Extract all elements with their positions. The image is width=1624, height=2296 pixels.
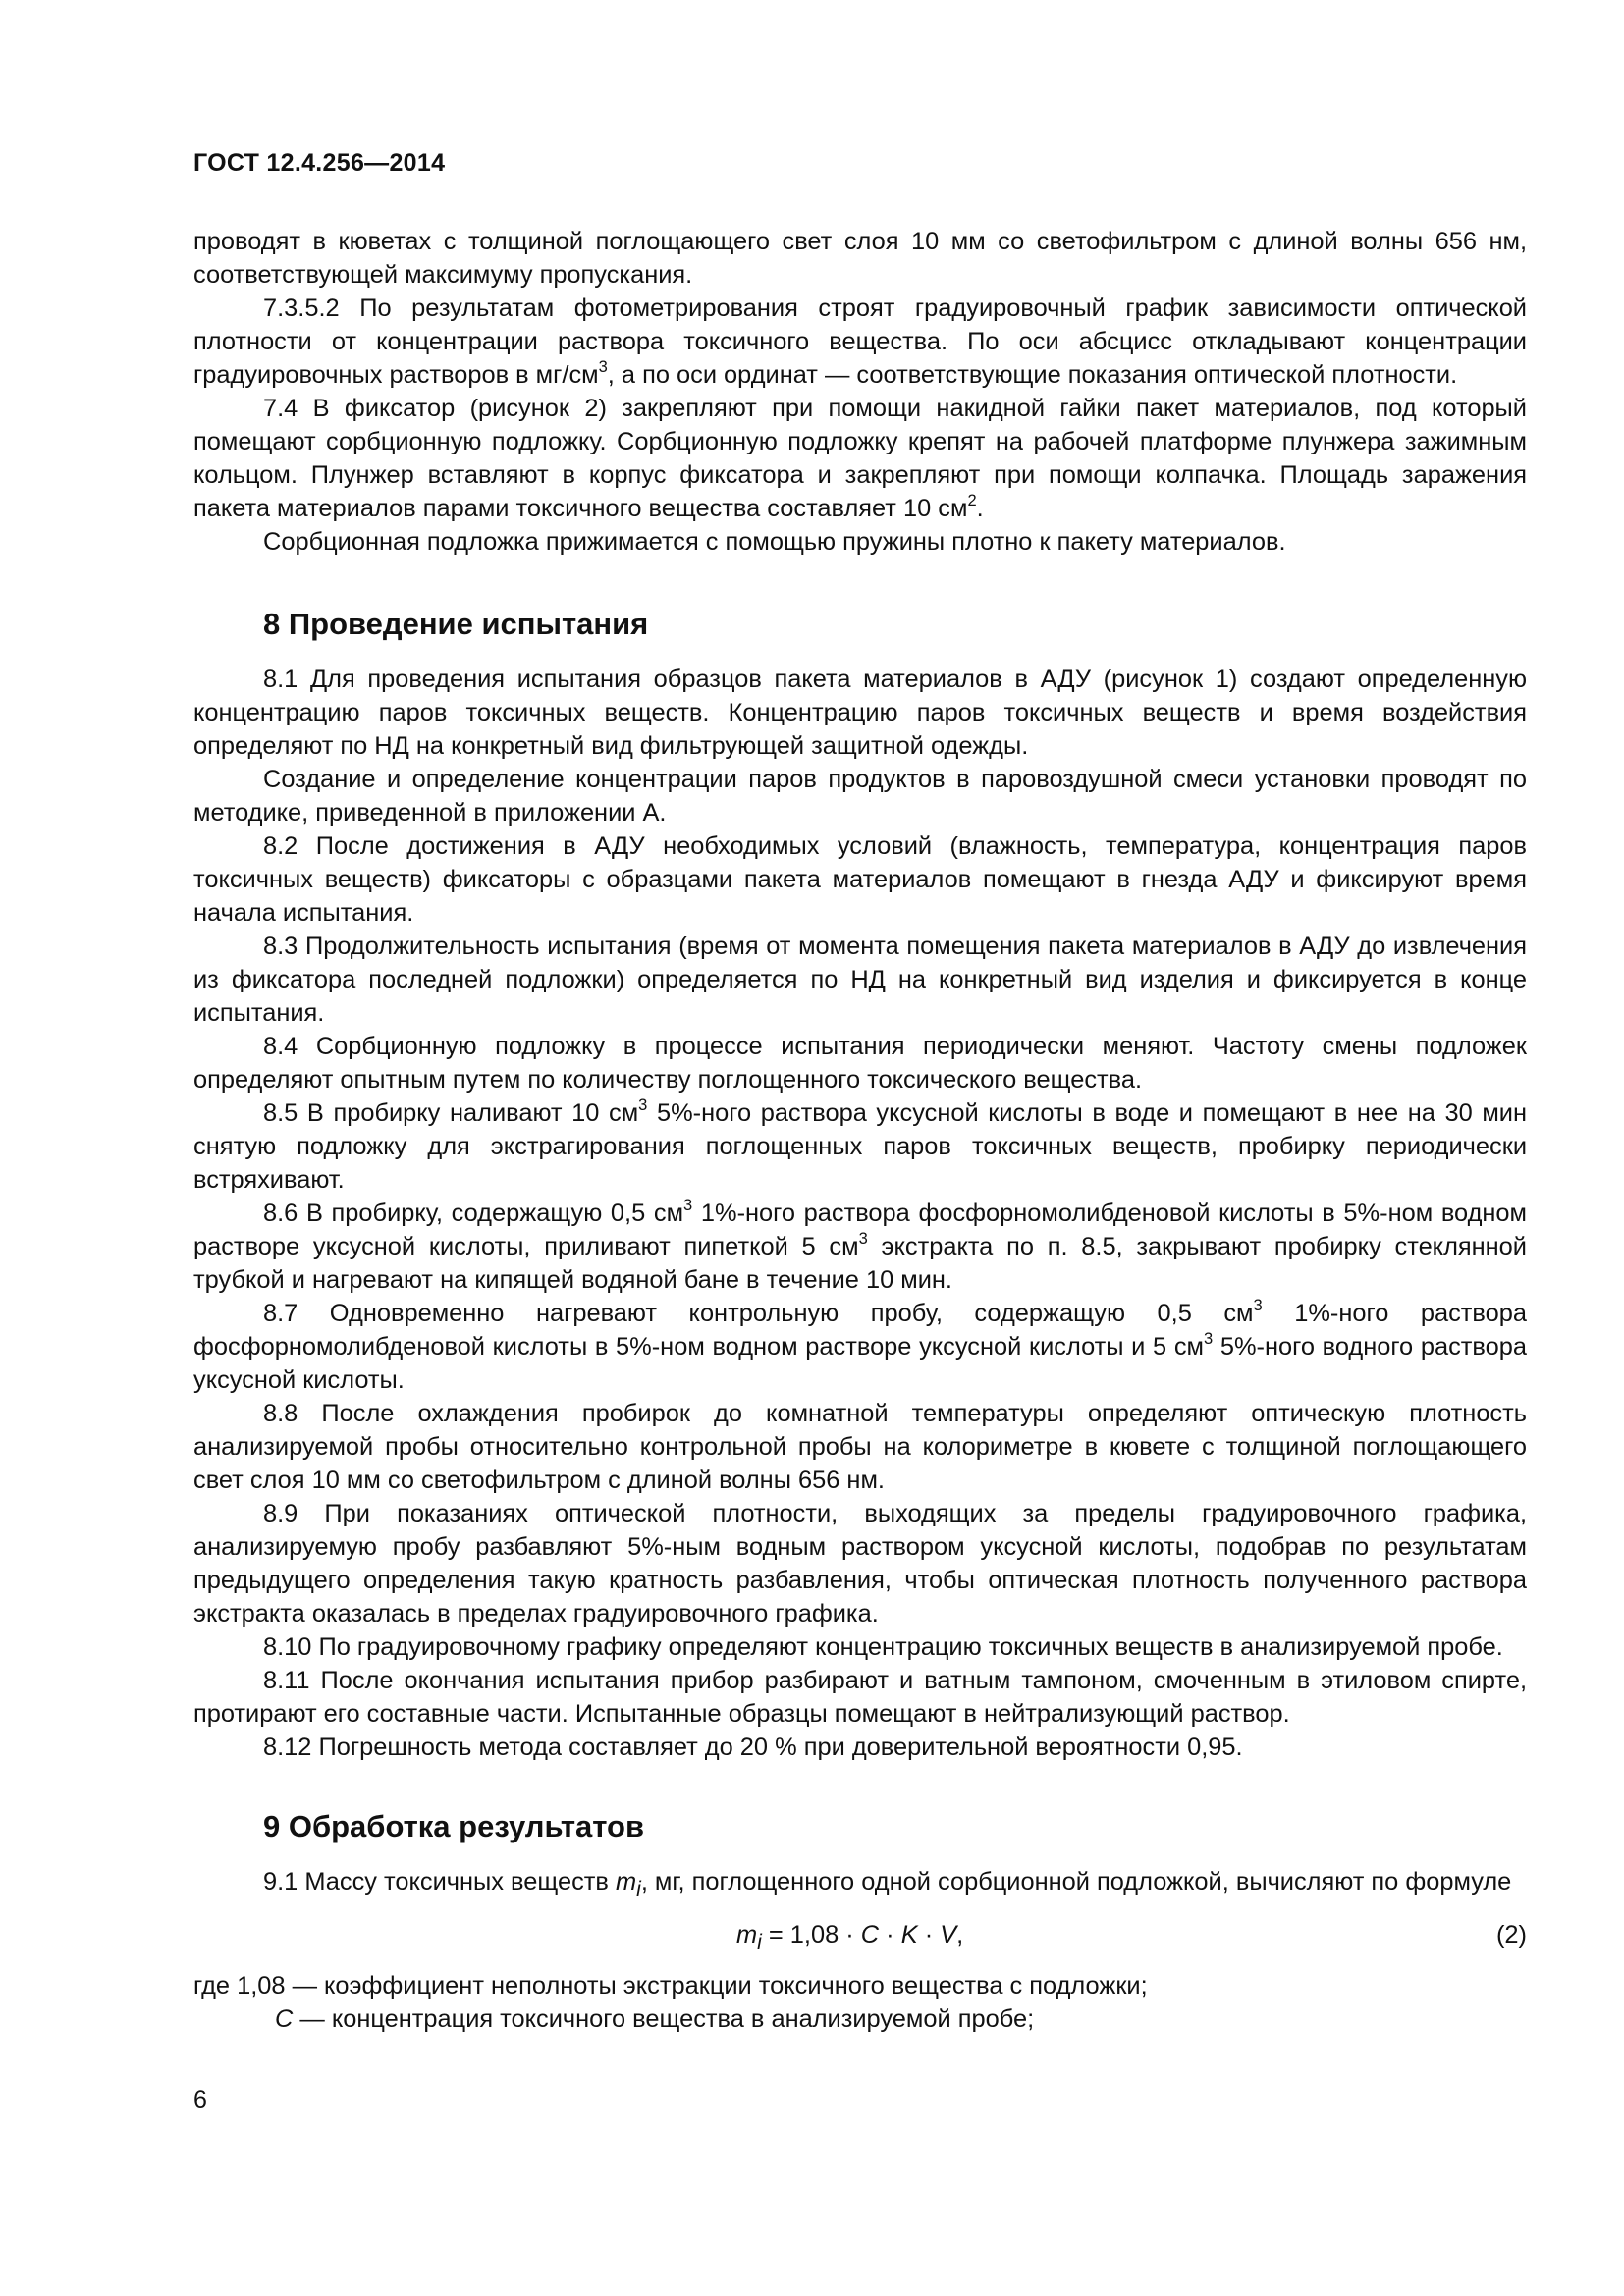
text-run: . [976, 495, 984, 522]
superscript: 3 [683, 1196, 693, 1214]
paragraph-8-2: 8.2 После достижения в АДУ необходимых условий (влажность, температура, концентрация паров токсичных веществ) фиксаторы с образцами пакета материалов помещают в гнезда АДУ и фиксируют время начала испытания. [193, 832, 1527, 927]
superscript: 2 [967, 491, 977, 509]
text-run: 7.4 В фиксатор (рисунок 2) закрепляют при помощи накидной гайки пакет материалов, под который помещают сорбционную подложку. Сорбционную подложку крепят на рабочей платформе плунжера зажимным кольцом. Плунжер вставляют в корпус фиксатора и закрепляют при помощи колпачка. Площадь заражения пакета материалов парами токсичного вещества составляет 10 см [193, 395, 1527, 522]
paragraph-8-8: 8.8 После охлаждения пробирок до комнатной температуры определяют оптическую плотность анализируемой пробы относительно контрольной пробы на колориметре в кювете с толщиной поглощающего свет слоя 10 мм со светофильтром с длиной волны 656 нм. [193, 1400, 1527, 1494]
paragraph-continuation: проводят в кюветах с толщиной поглощающего свет слоя 10 мм со светофильтром с длиной волны 656 нм, соответствующей максимуму пропускания. [193, 228, 1527, 289]
subscript-i: i [757, 1931, 762, 1954]
text-run: экстракта по п. 8.5, закрывают пробирку стеклянной трубкой и нагревают на кипящей водяной бане в течение 10 мин. [193, 1233, 1527, 1294]
text-run: 7.3.5.2 По результатам фотометрирования строят градуировочный график зависимости оптической плотности от концентрации раствора токсичного вещества. По оси абсцисс откладывают концентрации градуировочных растворов в мг/см [193, 294, 1527, 389]
paragraph-8-10: 8.10 По градуировочному графику определяют концентрацию токсичных веществ в анализируемой пробе. [263, 1633, 1503, 1661]
paragraph-7-4 [193, 392, 1527, 525]
formula-dot: · [879, 1921, 901, 1949]
text-run: , мг, поглощенного одной сорбционной подложкой, вычисляют по формуле [640, 1868, 1512, 1896]
paragraph-8-6 [193, 1197, 1527, 1297]
text-run: 1%-ного раствора фосфорномолибденовой кислоты в 5%-ном водном растворе уксусной кислоты, приливают пипеткой 5 см [193, 1200, 1528, 1260]
paragraph-8-12: 8.12 Погрешность метода составляет до 20 % при доверительной вероятности 0,95. [263, 1734, 1243, 1761]
subscript-i: i [636, 1878, 641, 1901]
formula-number: (2) [1495, 1921, 1527, 1949]
document-body [193, 225, 1527, 2036]
text-run: 8.5 В пробирку наливают 10 см [263, 1099, 639, 1127]
text-run: 9.1 Массу токсичных веществ [263, 1868, 616, 1896]
paragraph-8-4: 8.4 Сорбционную подложку в процессе испытания периодически меняют. Частоту смены подложек определяют опытным путем по количеству поглощенного токсического вещества. [193, 1033, 1527, 1094]
variable-m: m [615, 1868, 637, 1896]
paragraph-9-1 [193, 1865, 1527, 1906]
text-run: 5%-ного раствора уксусной кислоты в воде и помещают в нее на 30 мин снятую подложку для экстрагирования поглощенных паров токсичных веществ, пробирку периодически встряхивают. [193, 1099, 1527, 1194]
paragraph-8-11: 8.11 После окончания испытания прибор разбирают и ватным тампоном, смоченным в этиловом спирте, протирают его составные части. Испытанные образцы помещают в нейтрализующий раствор. [193, 1667, 1527, 1728]
paragraph-8-9: 8.9 При показаниях оптической плотности, выходящих за пределы градуировочного графика, анализируемую пробу разбавляют 5%-ным водным раствором уксусной кислоты, подобрав по результатам предыдущего определения такую кратность разбавления, чтобы оптическая плотность полученного раствора экстракта оказалась в пределах градуировочного графика. [193, 1500, 1527, 1628]
formula-2 [193, 1912, 1527, 1959]
text-run: 1%-ного раствора фосфорномолибденовой кислоты в 5%-ном водном растворе уксусной кислоты и 5 см [193, 1300, 1527, 1361]
superscript: 3 [1203, 1329, 1214, 1348]
text-run: 8.7 Одновременно нагревают контрольную пробу, содержащую 0,5 см [263, 1300, 1254, 1327]
legend-item-c [193, 2002, 1527, 2036]
variable-v: V [940, 1921, 957, 1949]
superscript: 3 [858, 1229, 868, 1248]
formula-dot: · [917, 1921, 941, 1949]
superscript: 3 [1253, 1296, 1263, 1314]
paragraph-8-3: 8.3 Продолжительность испытания (время от момента помещения пакета материалов в АДУ до извлечения из фиксатора последней подложки) определяется по НД на конкретный вид изделия и фиксируется в конце испытания. [193, 933, 1527, 1027]
text-run: 8.6 В пробирку, содержащую 0,5 см [263, 1200, 684, 1227]
paragraph-7-3-5-2 [193, 292, 1527, 392]
paragraph-8-1-b: Создание и определение концентрации паров продуктов в паровоздушной смеси установки проводят по методике, приведенной в приложении А. [193, 766, 1527, 827]
variable-c: C [860, 1921, 880, 1949]
paragraph-8-1: 8.1 Для проведения испытания образцов пакета материалов в АДУ (рисунок 1) создают определенную концентрацию паров токсичных веществ. Концентрацию паров токсичных веществ и время воздействия определяют по НД на конкретный вид фильтрующей защитной одежды. [193, 666, 1527, 760]
paragraph-8-5 [193, 1096, 1527, 1197]
variable-c: C [275, 2005, 294, 2034]
formula-expression [736, 1918, 963, 1959]
section-8-heading: 8 Проведение испытания [263, 607, 649, 641]
section-9-heading: 9 Обработка результатов [263, 1809, 645, 1843]
variable-m: m [736, 1921, 758, 1949]
text-run: , а по оси ординат — соответствующие показания оптической плотности. [607, 361, 1458, 389]
text-run: 5%-ного водного раствора уксусной кислоты. [193, 1333, 1527, 1394]
formula-text: = 1,08 · [761, 1921, 861, 1949]
paragraph-8-7 [193, 1297, 1527, 1397]
formula-legend [193, 1969, 1527, 2036]
paragraph-sorption-substrate: Сорбционная подложка прижимается с помощью пружины плотно к пакету материалов. [263, 528, 1286, 556]
variable-k: K [900, 1921, 918, 1949]
page-number: 6 [193, 2086, 207, 2113]
superscript: 3 [598, 357, 608, 376]
legend-item-1-08: где 1,08 — коэффициент неполноты экстракции токсичного вещества с подложки; [193, 1972, 1148, 2001]
document-code-header: ГОСТ 12.4.256—2014 [193, 149, 446, 177]
superscript: 3 [638, 1095, 648, 1114]
text-run: — концентрация токсичного вещества в анализируемой пробе; [293, 2005, 1035, 2034]
formula-comma: , [956, 1921, 964, 1949]
